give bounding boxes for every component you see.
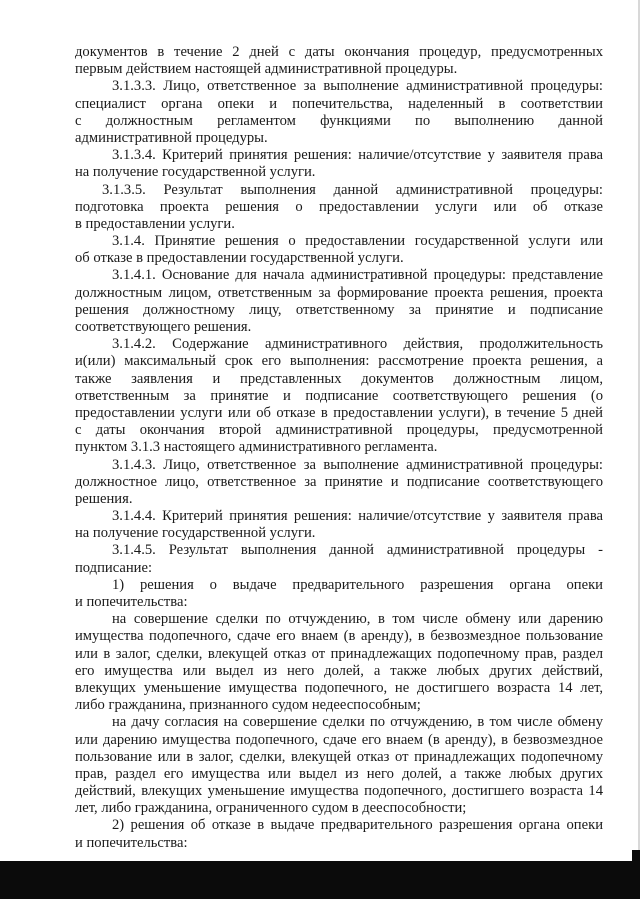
text-line: лет, либо гражданина, ограниченного судом в дееспособности;	[75, 800, 467, 817]
text-line: с даты окончания второй административной процедуры, предусмотренной	[75, 422, 603, 439]
text-line: первым действием настоящей административной процедуры.	[75, 61, 458, 78]
text-line: прав, раздел его имущества или выдел из него долей, а также любых других	[75, 765, 603, 782]
text-line: документов в течение 2 дней с даты окончания процедур, предусмотренных	[75, 44, 603, 60]
text-line: с должностным регламентом функциями по выполнению данной	[75, 112, 603, 129]
text-line: пользование или в залог, сделки, влекущей отказ от принадлежащих подопечному	[75, 748, 603, 765]
text-line: его имущества или выдел из него долей, а также любых других действий,	[75, 662, 603, 679]
document-text	[75, 44, 603, 852]
text-line: 3.1.4.5. Результат выполнения данной административной процедуры -	[112, 542, 603, 559]
text-line: 3.1.3.5. Результат выполнения данной административной процедуры:	[102, 181, 603, 198]
text-line: об отказе в предоставлении государственной услуги.	[75, 250, 404, 267]
text-line: на получение государственной услуги.	[75, 164, 316, 181]
text-line: и(или) максимальный срок его выполнения: рассмотрение проекта решения, а	[75, 353, 603, 370]
text-line: на получение государственной услуги.	[75, 525, 316, 542]
text-line: 2) решения об отказе в выдаче предварительного разрешения органа опеки	[112, 817, 603, 834]
text-line: на дачу согласия на совершение сделки по отчуждению, в том числе обмену	[112, 714, 603, 731]
text-line: имущества подопечного, сдаче его внаем (в аренду), в безвозмездное пользование	[75, 628, 603, 645]
text-line: 3.1.4. Принятие решения о предоставлении государственной услуги или	[112, 233, 603, 250]
text-line: и попечительства:	[75, 594, 188, 610]
text-line: влекущих уменьшение имущества подопечного, не достигшего возраста 14 лет,	[75, 679, 603, 696]
scan-bottom-border	[0, 861, 640, 899]
text-line: соответствующего решения.	[75, 319, 252, 335]
text-line: должностным лицом, ответственным за формирование проекта решения, проекта	[75, 284, 603, 301]
text-line: в предоставлении услуги.	[75, 215, 235, 232]
text-line: решения.	[75, 490, 133, 507]
text-line: также заявления и представленных документов должностным лицом,	[75, 370, 603, 387]
text-line: либо гражданина, признанного судом недееспособным;	[75, 697, 421, 714]
text-line: 3.1.4.1. Основание для начала административной процедуры: представление	[112, 267, 603, 284]
text-line: 1) решения о выдаче предварительного разрешения органа опеки	[112, 576, 603, 593]
text-line: решения должностному лицу, ответственному за принятие и подписание	[75, 301, 603, 318]
text-line: пунктом 3.1.3 настоящего административного регламента.	[75, 439, 438, 456]
text-line: или в залог, сделки, влекущей отказ от принадлежащих подопечному прав, раздел	[75, 645, 603, 662]
text-line: предоставлении услуги или об отказе в предоставлении услуги), в течение 5 дней	[75, 404, 603, 421]
text-line: специалист органа опеки и попечительства, наделенный в соответствии	[75, 95, 603, 112]
text-line: административной процедуры.	[75, 129, 268, 146]
text-line: на совершение сделки по отчуждению, в том числе обмену или дарению	[112, 611, 603, 628]
text-line: 3.1.4.2. Содержание административного действия, продолжительность	[112, 336, 603, 353]
text-line: подготовка проекта решения о предоставлении услуги или об отказе	[75, 198, 603, 215]
text-line: 3.1.4.4. Критерий принятия решения: наличие/отсутствие у заявителя права	[112, 508, 603, 525]
text-line: и попечительства:	[75, 834, 188, 851]
text-line: 3.1.3.3. Лицо, ответственное за выполнение административной процедуры:	[112, 78, 603, 95]
text-line: действий, влекущих уменьшение имущества подопечного, достигшего возраста 14	[75, 783, 603, 800]
text-line: ответственным за принятие и подписание соответствующего решения (о	[75, 387, 603, 404]
text-line: 3.1.4.3. Лицо, ответственное за выполнение административной процедуры:	[112, 456, 603, 473]
text-line: или дарению имущества подопечного, сдаче его внаем (в аренду), в безвозмездное	[75, 731, 603, 748]
text-line: подписание:	[75, 559, 153, 576]
text-line: должностное лицо, ответственное за принятие и подписание соответствующего	[75, 473, 603, 490]
text-line: 3.1.3.4. Критерий принятия решения: наличие/отсутствие у заявителя права	[112, 147, 603, 164]
